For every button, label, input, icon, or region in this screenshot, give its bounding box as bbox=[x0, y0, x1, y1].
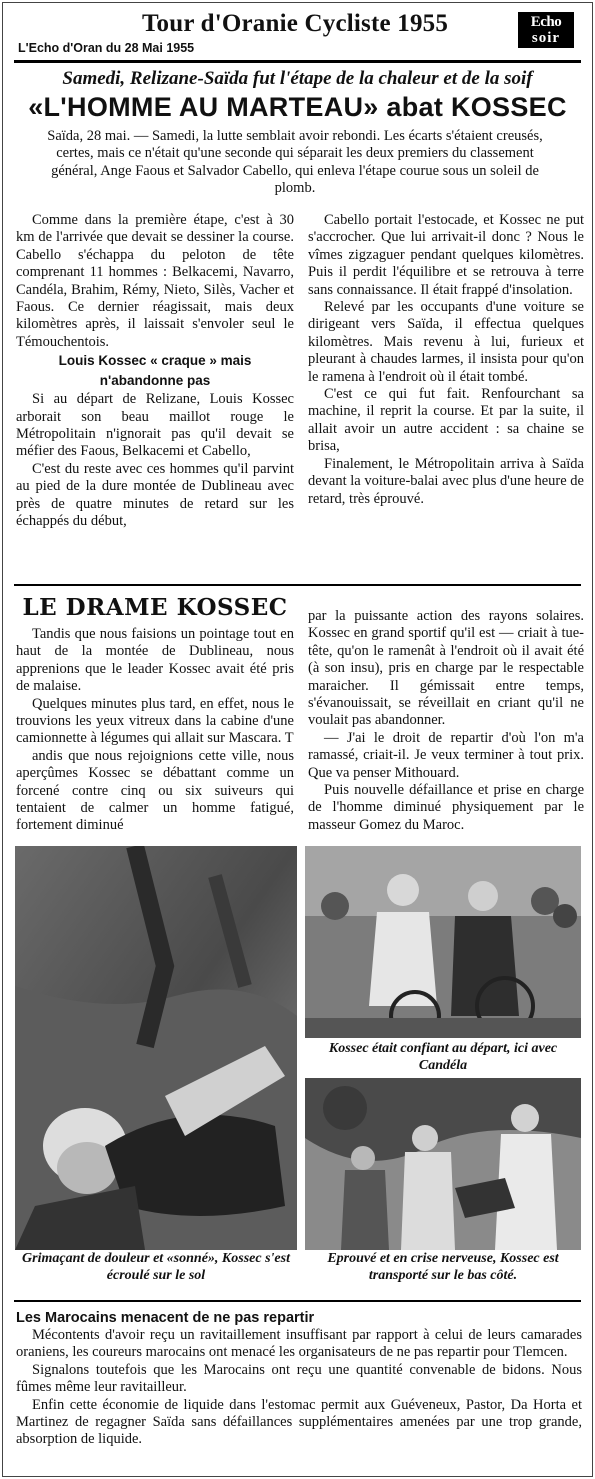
column-1 bbox=[16, 212, 294, 531]
drame-title: LE DRAME KOSSEC bbox=[22, 594, 288, 621]
column-3 bbox=[16, 626, 294, 835]
photo-kossec-ground-image bbox=[15, 846, 297, 1250]
logo-line2: soir bbox=[531, 30, 561, 46]
article-kicker: Samedi, Relizane-Saïda fut l'étape de la chaleur et de la soif bbox=[62, 68, 533, 89]
drame-paragraph: Puis nouvelle défaillance et prise en charge de l'homme diminué physiquement par le masseur Gomez du Maroc. bbox=[308, 782, 584, 833]
drame-paragraph: Quelques minutes plus tard, en effet, nous le trouvions les yeux vitreux dans la cabine d'une camionnette à légumes qui allait sur Mascara. T bbox=[16, 695, 294, 747]
bottom-paragraph: Mécontents d'avoir reçu un ravitaillement insuffisant par rapport à celui de leurs camarades oraniens, les coureurs marocains ont menacé les organisateurs de ne pas repartir pour Tlemcen. bbox=[16, 1327, 582, 1361]
photo-kossec-transported-image bbox=[305, 1078, 581, 1250]
col1-subhead: Louis Kossec « craque » mais n'abandonne pas bbox=[58, 353, 252, 389]
photo-kossec-candela bbox=[305, 846, 581, 1038]
caption-bottom-right: Eprouvé et en crise nerveuse, Kossec est transporté sur le bas côté. bbox=[327, 1251, 559, 1283]
bottom-article-title: Les Marocains menacent de ne pas repartir bbox=[16, 1310, 315, 1326]
article-headline: «L'HOMME AU MARTEAU» abat KOSSEC bbox=[28, 92, 567, 122]
masthead-subtitle: L'Echo d'Oran du 28 Mai 1955 bbox=[18, 41, 195, 55]
section-rule bbox=[14, 584, 581, 586]
col2-paragraph: C'est ce qui fut fait. Renfourchant sa machine, il reprit la course. Et par la suite, il allait avoir un autre accident : sa chaine se brisa, bbox=[308, 386, 584, 455]
drame-paragraph: Tandis que nous faisions un pointage tout en haut de la montée de Dublineau, nous apprenions que le leader Kossec avait été pris de malaise. bbox=[16, 626, 294, 695]
lead-paragraph: Saïda, 28 mai. — Samedi, la lutte semblait avoir rebondi. Les écarts s'étaient creusés, certes, mais ce n'était qu'une seconde qui séparait les deux premiers du classement général, Ange Faous et Salvador Cabello, qui enleva l'étape courue sous un soleil de plomb. bbox=[47, 128, 543, 197]
echo-soir-logo bbox=[518, 12, 574, 48]
col2-paragraph: Finalement, le Métropolitain arriva à Saïda devant la voiture-balai avec plus d'une heure de retard, très éprouvé. bbox=[308, 455, 584, 507]
bottom-paragraph: Enfin cette économie de liquide dans l'estomac permit aux Guéveneux, Pastor, Da Horta et Martinez de regagner Saïda sans défaillances supplémentaires amenées par une trop grande, absorption de liquide. bbox=[16, 1396, 582, 1448]
bottom-rule bbox=[14, 1300, 581, 1302]
col1-paragraph: Si au départ de Relizane, Louis Kossec arborait son beau maillot rouge le Métropolitain n'ignorait pas qu'il devait se méfier des Faous, Belkacemi et Cabello, bbox=[16, 391, 294, 460]
bottom-paragraph: Signalons toutefois que les Marocains ont reçu une quantité convenable de bidons. Nous fûmes même leur ravitailleur. bbox=[16, 1361, 582, 1396]
col2-paragraph: Relevé par les occupants d'une voiture se dirigeant vers Saïda, il effectua quelques kilomètres. Mais revenu à lui, furieux et pleurant à chaudes larmes, il insista pour qu'on le ramena à l'endroit où il était tombé. bbox=[308, 299, 584, 385]
logo-line1: Echo bbox=[530, 14, 562, 30]
caption-left: Grimaçant de douleur et «sonné», Kossec s'est écroulé sur le sol bbox=[22, 1251, 290, 1283]
drame-paragraph: — J'ai le droit de repartir d'où l'on m'a ramassé, criait-il. Je veux terminer à tout prix. Que va penser Mithouard. bbox=[308, 729, 584, 781]
photo-kossec-ground bbox=[15, 846, 297, 1250]
bottom-article-body bbox=[16, 1327, 582, 1449]
column-2 bbox=[308, 212, 584, 508]
photo-kossec-transported bbox=[305, 1078, 581, 1250]
drame-paragraph: andis que nous rejoignions cette ville, nous aperçûmes Kossec se débattant comme un forcené contre cinq ou six suiveurs qui tentaient de calmer un homme fatigué, fortement diminué bbox=[16, 747, 294, 834]
drame-paragraph: par la puissante action des rayons solaires. Kossec en grand sportif qu'il est — criait à tue-tête, qu'on le ramenât à l'endroit où il avait été (à son insu), pris en charge par le respectable maraicher. Il gémissait entre temps, s'évanouissait, se réveillait en criant qu'il ne voulait pas abandonner. bbox=[308, 608, 584, 729]
col1-paragraph: C'est du reste avec ces hommes qu'il parvint au pied de la dure montée de Dublineau avec près de quatre minutes de retard sur les échappés du début, bbox=[16, 460, 294, 530]
masthead-rule bbox=[14, 60, 581, 63]
photo-kossec-candela-image bbox=[305, 846, 581, 1038]
col1-paragraph: Comme dans la première étape, c'est à 30 km de l'arrivée que devait se dessiner la course. Cabello s'échappa du peloton de tête comprenant 11 hommes : Belkacemi, Navarro, Candéla, Brahim, Rémy, Nieto, Silès, Vacher et Faous. Ce dernier réagissait, mais deux kilomètres après, il laissait s'envoler seul le Témouchentois. bbox=[16, 212, 294, 350]
article-lead bbox=[32, 128, 558, 198]
col2-paragraph: Cabello portait l'estocade, et Kossec ne put s'accrocher. Que lui arrivait-il donc ? Nous le vîmes zigzaguer pendant quelques kilomètres. Puis il perdit l'équilibre et se retrouva à terre sans connaissance. Il était frappé d'insolation. bbox=[308, 212, 584, 298]
column-4 bbox=[308, 608, 584, 834]
masthead-title: Tour d'Oranie Cycliste 1955 bbox=[141, 10, 449, 37]
caption-top-right: Kossec était confiant au départ, ici avec Candéla bbox=[328, 1041, 558, 1073]
